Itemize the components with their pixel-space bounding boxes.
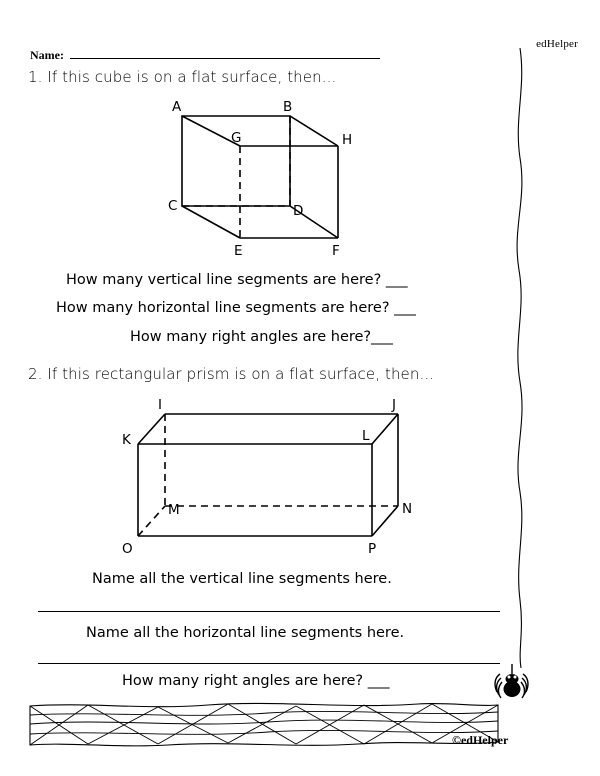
question-1-prompt-vertical: How many vertical line segments are here? ___ [66,272,408,288]
cube-vertex-label-c: C [168,198,178,214]
prism-vertex-label-l: L [362,428,370,444]
cube-vertex-label-a: A [172,99,182,115]
question-2-prompt-horizontal: Name all the horizontal line segments here. [86,625,405,641]
question-2-prompt-right-angles: How many right angles are here? ___ [122,673,390,689]
question-2-stem: 2. If this rectangular prism is on a flat surface, then... [28,365,435,383]
cube-vertex-label-b: B [283,99,293,115]
name-label: Name: [30,48,64,62]
brand-label: edHelper [536,38,578,50]
prism-svg [110,396,430,566]
question-1-stem: 1. If this cube is on a flat surface, then... [28,68,337,86]
prism-vertex-label-j: J [392,397,396,413]
question-2-prompt-vertical: Name all the vertical line segments here. [92,571,392,587]
prism-vertex-label-n: N [402,501,413,517]
cube-vertex-label-g: G [231,130,242,146]
cube-vertex-label-h: H [342,132,353,148]
cube-vertex-label-e: E [234,243,243,259]
prism-vertex-label-m: M [168,502,180,518]
name-input-line[interactable] [70,46,380,59]
copyright-label: ©edHelper [452,733,509,747]
spider-svg [492,662,532,704]
answer-line-1[interactable] [38,611,500,612]
web-svg [28,700,500,748]
prism-vertex-label-k: K [122,432,131,448]
prism-vertex-label-p: P [368,541,377,557]
cube-figure [150,98,370,273]
spider-icon [492,662,532,704]
spider-thread-icon [500,48,540,668]
name-field-row [30,46,380,63]
question-1-prompt-right-angles: How many right angles are here?___ [130,329,393,345]
prism-vertex-label-i: I [158,397,162,413]
cube-vertex-label-f: F [332,243,340,259]
spider-thread-svg [500,48,540,668]
question-1-prompt-horizontal: How many horizontal line segments are here? ___ [56,300,416,316]
cube-vertex-label-d: D [293,203,304,219]
cube-svg [150,98,370,273]
rectangular-prism-figure [110,396,430,566]
prism-vertex-label-o: O [122,541,133,557]
answer-line-2[interactable] [38,663,500,664]
spider-web-strip-icon [28,700,500,748]
